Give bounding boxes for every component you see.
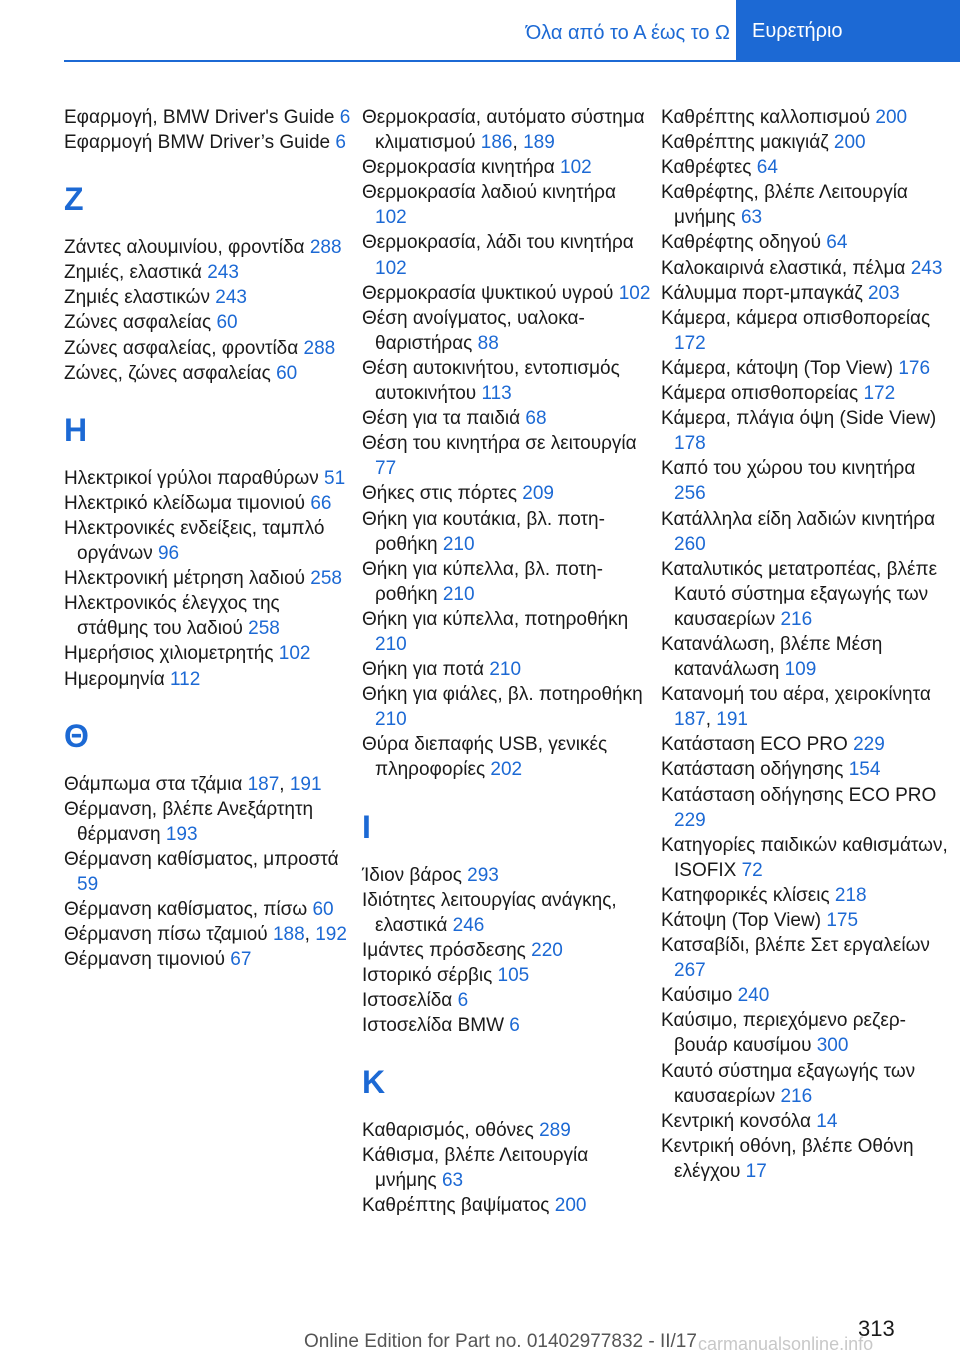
index-term: Θέση ανοίγματος, υαλοκαθαριστήρας xyxy=(362,307,585,354)
index-term: Ιδιότητες λειτουργίας ανάγκης, ελαστικά xyxy=(362,889,617,936)
index-entry xyxy=(362,732,652,782)
page-link[interactable]: 64 xyxy=(826,232,848,254)
index-term: Καθρέπτης βαψίματος xyxy=(362,1195,550,1217)
index-entry xyxy=(362,356,652,406)
index-term: Ηλεκτρονικές ενδείξεις, ταμπλό οργάνων xyxy=(64,517,325,565)
index-term: Θήκη για κύπελλα, βλ. ποτηροθήκη xyxy=(362,558,603,605)
index-entry xyxy=(661,883,951,908)
index-term: Ιμάντες πρόσδεσης xyxy=(362,939,526,961)
index-term: Κάμερα, πλάγια όψη (Side View) xyxy=(661,408,937,430)
index-entry xyxy=(661,155,951,180)
index-entry xyxy=(661,456,951,506)
index-entry xyxy=(362,988,652,1013)
index-entry: Κατανομή του αέρα, χειροκίνητα 187, 191 xyxy=(661,684,931,731)
index-entry xyxy=(362,863,652,888)
index-column-1 xyxy=(64,105,354,972)
page-link[interactable]: 210 xyxy=(442,533,475,555)
index-entry xyxy=(661,833,951,883)
index-entry xyxy=(661,1109,951,1134)
page-link[interactable]: 102 xyxy=(278,643,311,665)
index-entry xyxy=(64,566,354,591)
page-link[interactable]: 210 xyxy=(375,633,407,655)
page-link[interactable]: 59 xyxy=(77,873,99,895)
index-term: Θέση αυτοκινήτου, εντοπισμός αυτοκινήτου xyxy=(362,357,620,405)
index-entry xyxy=(64,947,354,972)
index-term: Κάτοψη (Top View) xyxy=(661,910,822,931)
page-link[interactable]: 187 xyxy=(247,773,280,795)
index-entry xyxy=(661,908,951,933)
page-link[interactable]: 288 xyxy=(303,337,336,359)
index-term: Θερμοκρασία λαδιού κινητήρα xyxy=(362,182,616,204)
index-entry xyxy=(64,285,354,310)
index-entry xyxy=(661,230,951,255)
index-entry xyxy=(661,356,951,381)
index-term: Ζώνες, ζώνες ασφαλείας xyxy=(64,362,271,384)
page-link[interactable]: 6 xyxy=(509,1015,520,1037)
section-letter: Θ xyxy=(64,717,89,754)
page-link[interactable]: 243 xyxy=(215,287,247,309)
index-term: Θέρμανση πίσω τζαμιού xyxy=(64,924,268,946)
index-entry xyxy=(362,406,652,431)
page-link[interactable]: 191 xyxy=(716,709,748,731)
page-link[interactable]: 293 xyxy=(467,864,499,886)
page-link[interactable]: 289 xyxy=(539,1120,571,1142)
index-term: Θέρμανση, βλέπε Ανεξάρτητη θέρμανση xyxy=(64,798,314,845)
page-link[interactable]: 113 xyxy=(481,383,512,405)
index-term: Θάμπωμα στα τζάμια xyxy=(64,773,243,795)
page-link[interactable]: 209 xyxy=(522,483,554,505)
index-term: Κατηγορίες παιδικών καθισμάτων, ISOFIX xyxy=(661,834,948,881)
page-link[interactable]: 63 xyxy=(441,1170,464,1192)
index-entry xyxy=(661,130,951,155)
index-entry xyxy=(661,381,951,406)
index-entry xyxy=(64,667,354,692)
index-column-2 xyxy=(362,105,652,1219)
page-link[interactable]: 63 xyxy=(740,207,763,229)
page-link[interactable]: 112 xyxy=(170,668,201,690)
page-link[interactable]: 260 xyxy=(674,533,706,555)
page-link[interactable]: 240 xyxy=(737,985,770,1007)
index-entry xyxy=(64,641,354,666)
page-link[interactable]: 258 xyxy=(248,618,280,640)
index-entry xyxy=(661,406,951,456)
index-term: Ηλεκτρικοί γρύλοι παραθύρων xyxy=(64,467,319,489)
page-link[interactable]: 243 xyxy=(207,262,239,284)
index-term: Ζάντες αλουμινίου, φροντίδα xyxy=(64,237,305,259)
page-link[interactable]: 6 xyxy=(335,132,346,154)
section-letter: Z xyxy=(64,181,84,218)
page-link[interactable]: 256 xyxy=(674,483,706,505)
index-column-3 xyxy=(661,105,951,1184)
index-entry xyxy=(362,1193,652,1218)
index-term: Θέρμανση καθίσματος, μπροστά xyxy=(64,848,339,870)
page-link[interactable]: 77 xyxy=(375,458,397,480)
watermark: carmanualsonline.info xyxy=(698,1334,874,1354)
index-entry xyxy=(362,180,652,230)
index-entry xyxy=(661,933,951,983)
header-rule xyxy=(64,60,960,62)
index-term: Θύρα διεπαφής USB, γενικές πληροφορίες xyxy=(362,734,608,781)
index-term: Ιστοσελίδα BMW xyxy=(362,1015,504,1037)
index-entry xyxy=(661,983,951,1008)
index-term: Θέση για τα παιδιά xyxy=(362,408,521,430)
page-link[interactable]: 246 xyxy=(452,914,485,936)
index-entry xyxy=(64,361,354,386)
index-entry xyxy=(64,491,354,516)
page-link[interactable]: 102 xyxy=(375,257,407,279)
index-term: Καθρέφτες xyxy=(661,157,752,179)
index-term: Ηλεκτρονικός έλεγχος της στάθμης του λαδιού xyxy=(64,593,280,640)
page-link[interactable]: 66 xyxy=(310,492,332,514)
page-link[interactable]: 6 xyxy=(457,990,469,1011)
index-entry xyxy=(661,632,951,682)
index-term: Θέση του κινητήρα σε λειτουργία xyxy=(362,433,637,455)
index-entry xyxy=(362,657,652,682)
index-term: Κάθισμα, βλέπε Λειτουργία μνήμης xyxy=(362,1145,589,1192)
index-term: Θήκη για φιάλες, βλ. ποτηροθήκη xyxy=(362,684,643,706)
page-link[interactable]: 175 xyxy=(826,910,859,931)
page-link[interactable]: 200 xyxy=(833,132,866,154)
index-entry xyxy=(64,591,354,641)
index-entry xyxy=(64,260,354,285)
page-link[interactable]: 210 xyxy=(442,583,475,605)
index-term: Καθρέφτης, βλέπε Λειτουργία μνήμης xyxy=(661,182,908,229)
page-link[interactable]: 88 xyxy=(477,332,499,354)
page-link[interactable]: 67 xyxy=(230,949,252,971)
page-link[interactable]: 17 xyxy=(745,1160,767,1182)
index-term: Καύσιμο xyxy=(661,985,733,1007)
index-term: Θέρμανση τιμονιού xyxy=(64,949,225,971)
index-term: Ζώνες ασφαλείας, φροντίδα xyxy=(64,337,299,359)
page-link[interactable]: 14 xyxy=(816,1110,838,1132)
index-entry xyxy=(64,847,354,897)
page-link[interactable]: 172 xyxy=(674,332,706,354)
page-link[interactable]: 109 xyxy=(784,659,817,681)
page-link[interactable]: 216 xyxy=(780,608,813,630)
index-term: Εφαρμογή BMW Driver’s Guide xyxy=(64,132,331,154)
page-link[interactable]: 172 xyxy=(863,383,896,405)
index-term: Ιστοσελίδα xyxy=(362,990,453,1011)
page-link[interactable]: 192 xyxy=(315,924,347,946)
index-term: Ζημιές ελαστικών xyxy=(64,287,210,309)
index-term: Ζημιές, ελαστικά xyxy=(64,262,202,284)
page-link[interactable]: 72 xyxy=(741,859,763,881)
index-term: Θερμοκρασία κινητήρα xyxy=(362,157,555,179)
page-link[interactable]: 96 xyxy=(157,543,180,565)
page-link[interactable]: 64 xyxy=(756,157,778,179)
index-entry: Θέρμανση πίσω τζαμιού 188, 192 xyxy=(64,924,347,946)
page-link[interactable]: 178 xyxy=(674,433,706,455)
page-link[interactable]: 60 xyxy=(276,362,298,384)
index-entry xyxy=(64,466,354,491)
index-term: Κατανομή του αέρα, χειροκίνητα xyxy=(661,684,931,706)
index-term: Θερμοκρασία, λάδι του κινητήρα xyxy=(362,232,634,254)
index-term: Κάμερα, κάμερα οπισθοπορείας xyxy=(661,307,931,329)
index-term: Ίδιον βάρος xyxy=(362,864,462,886)
page-link[interactable]: 229 xyxy=(853,734,885,756)
index-term: Κατσαβίδι, βλέπε Σετ εργαλείων xyxy=(661,935,930,957)
page-link[interactable]: 193 xyxy=(165,823,198,845)
index-entry xyxy=(661,1059,951,1109)
index-entry xyxy=(362,1013,652,1038)
index-term: Καυτό σύστημα εξαγωγής των καυσαερίων xyxy=(661,1060,916,1107)
index-entry xyxy=(362,306,652,356)
index-term: Θήκη για κουτάκια, βλ. ποτηροθήκη xyxy=(362,508,605,555)
page-link[interactable]: 102 xyxy=(618,282,651,304)
index-entry xyxy=(362,888,652,938)
section-letter: I xyxy=(362,808,371,845)
index-term: Θήκες στις πόρτες xyxy=(362,483,517,505)
index-term: Ζώνες ασφαλείας xyxy=(64,312,212,334)
index-term: Κατανάλωση, βλέπε Μέση κατανάλωση xyxy=(661,633,883,681)
index-term: Καλοκαιρινά ελαστικά, πέλμα xyxy=(661,257,906,279)
section-letter: H xyxy=(64,411,88,448)
index-entry xyxy=(362,963,652,988)
page-link[interactable]: 218 xyxy=(834,884,867,906)
index-term: Κάμερα οπισθοπορείας xyxy=(661,383,859,405)
index-entry xyxy=(661,507,951,557)
index-term: Καθρέφτης οδηγού xyxy=(661,232,821,254)
index-entry xyxy=(362,557,652,607)
index-entry xyxy=(362,230,652,280)
page-link[interactable]: 216 xyxy=(780,1085,813,1107)
index-term: Κατηφορικές κλίσεις xyxy=(661,884,830,906)
page-link[interactable]: 186 xyxy=(480,132,513,154)
index-term: Κεντρική οθόνη, βλέπε Οθόνη ελέγχου xyxy=(661,1135,914,1182)
index-term: Κατάσταση οδήγησης ECO PRO xyxy=(661,784,937,806)
page-link[interactable]: 229 xyxy=(674,809,706,831)
page-link[interactable]: 176 xyxy=(898,357,931,379)
index-term: Θερμοκρασία ψυκτικού υγρού xyxy=(362,282,614,304)
page-link[interactable]: 189 xyxy=(523,132,555,154)
index-entry xyxy=(661,557,951,632)
index-term: Κεντρική κονσόλα xyxy=(661,1110,811,1132)
index-term: Καύσιμο, περιεχόμενο ρεζερβουάρ καυσίμου xyxy=(661,1010,906,1057)
page-link[interactable]: 203 xyxy=(867,282,900,304)
index-term: Θέρμανση καθίσματος, πίσω xyxy=(64,899,308,921)
index-entry xyxy=(362,682,652,732)
index-entry xyxy=(64,336,354,361)
index-term: Κάμερα, κάτοψη (Top View) xyxy=(661,357,894,379)
index-term: Καταλυτικός μετατροπέας, βλέπε Καυτό σύστημα εξαγωγής των καυσαερίων xyxy=(661,558,938,630)
index-entry xyxy=(661,306,951,356)
index-term: Κατάσταση οδήγησης xyxy=(661,759,844,781)
index-entry xyxy=(661,1134,951,1184)
page-link[interactable]: 154 xyxy=(848,759,881,781)
index-term: Θήκη για κύπελλα, ποτηροθήκη xyxy=(362,608,629,630)
page-link[interactable]: 200 xyxy=(875,107,908,128)
index-entry xyxy=(362,938,652,963)
index-entry xyxy=(362,281,652,306)
page-number: 313 xyxy=(858,1316,895,1341)
index-term: Ιστορικό σέρβις xyxy=(362,964,493,986)
index-entry xyxy=(661,732,951,757)
index-term: Ηλεκτρικό κλείδωμα τιμονιού xyxy=(64,492,306,514)
page-link[interactable]: 188 xyxy=(272,924,305,946)
index-term: Ημερομηνία xyxy=(64,668,165,690)
page-link[interactable]: 51 xyxy=(324,467,346,489)
page-link[interactable]: 6 xyxy=(339,107,351,128)
index-entry xyxy=(362,507,652,557)
index-term: Εφαρμογή, BMW Driver's Guide xyxy=(64,107,335,128)
index-entry xyxy=(661,281,951,306)
index-entry xyxy=(661,256,951,281)
page-link[interactable]: 102 xyxy=(375,207,407,229)
index-term: Καθαρισμός, οθόνες xyxy=(362,1120,534,1142)
page-link[interactable]: 220 xyxy=(531,939,563,961)
page-link[interactable]: 200 xyxy=(554,1195,587,1217)
index-term: Καθρέπτης καλλοπισμού xyxy=(661,107,871,128)
index-entry xyxy=(362,431,652,481)
index-entry xyxy=(661,1008,951,1058)
index-entry xyxy=(64,130,354,155)
page-link[interactable]: 191 xyxy=(289,773,322,795)
index-term: Κατάσταση ECO PRO xyxy=(661,734,848,756)
index-term: Θερμοκρασία, αυτόματο σύστημα κλιματισμού xyxy=(362,107,645,154)
index-entry xyxy=(661,783,951,833)
index-term: Ηλεκτρονική μέτρηση λαδιού xyxy=(64,568,305,590)
page-header xyxy=(0,0,960,62)
page-link[interactable]: 60 xyxy=(216,312,238,334)
index-entry xyxy=(64,516,354,566)
index-entry: Θερμοκρασία, αυτόματο σύστημα κλιματισμού 186, 189 xyxy=(362,107,645,154)
index-entry xyxy=(64,797,354,847)
index-term: Θήκη για ποτά xyxy=(362,659,485,681)
index-entry xyxy=(64,310,354,335)
page-link[interactable]: 210 xyxy=(489,659,522,681)
section-letter: K xyxy=(362,1064,386,1101)
index-entry xyxy=(64,235,354,260)
index-entry xyxy=(362,481,652,506)
section-tab[interactable]: Όλα από το Α έως το Ω xyxy=(525,22,730,44)
page-link[interactable]: 60 xyxy=(312,899,334,921)
index-term: Καπό του χώρου του κινητήρα xyxy=(661,458,916,480)
index-entry: Θάμπωμα στα τζάμια 187, 191 xyxy=(64,773,322,795)
index-term: Κάλυμμα πορτ-μπαγκάζ xyxy=(661,282,863,304)
index-term: Ημερήσιος χιλιομετρητής xyxy=(64,643,274,665)
index-entry xyxy=(362,155,652,180)
page-link[interactable]: 267 xyxy=(674,960,706,982)
page-link[interactable]: 187 xyxy=(674,709,706,731)
page-link[interactable]: 210 xyxy=(375,709,407,731)
index-entry xyxy=(661,757,951,782)
page-link[interactable]: 300 xyxy=(816,1035,849,1057)
index-term: Κατάλληλα είδη λαδιών κινητήρα xyxy=(661,508,936,530)
index-entry xyxy=(661,105,951,130)
page-link[interactable]: 68 xyxy=(525,408,547,430)
page-link[interactable]: 102 xyxy=(560,157,592,179)
page-link[interactable]: 258 xyxy=(310,568,342,590)
index-entry xyxy=(362,1143,652,1193)
page-link[interactable]: 243 xyxy=(910,257,943,279)
edition-note: Online Edition for Part no. 01402977832 - II/17 xyxy=(304,1331,697,1352)
index-entry xyxy=(362,1118,652,1143)
page-link[interactable]: 202 xyxy=(490,759,523,781)
index-entry xyxy=(661,180,951,230)
index-entry xyxy=(64,897,354,922)
page-link[interactable]: 288 xyxy=(309,237,342,259)
index-tab[interactable]: Ευρετήριο xyxy=(736,0,960,62)
index-term: Καθρέπτης μακιγιάζ xyxy=(661,132,829,154)
index-entry xyxy=(362,607,652,657)
page-link[interactable]: 105 xyxy=(497,964,530,986)
index-entry xyxy=(64,105,354,130)
